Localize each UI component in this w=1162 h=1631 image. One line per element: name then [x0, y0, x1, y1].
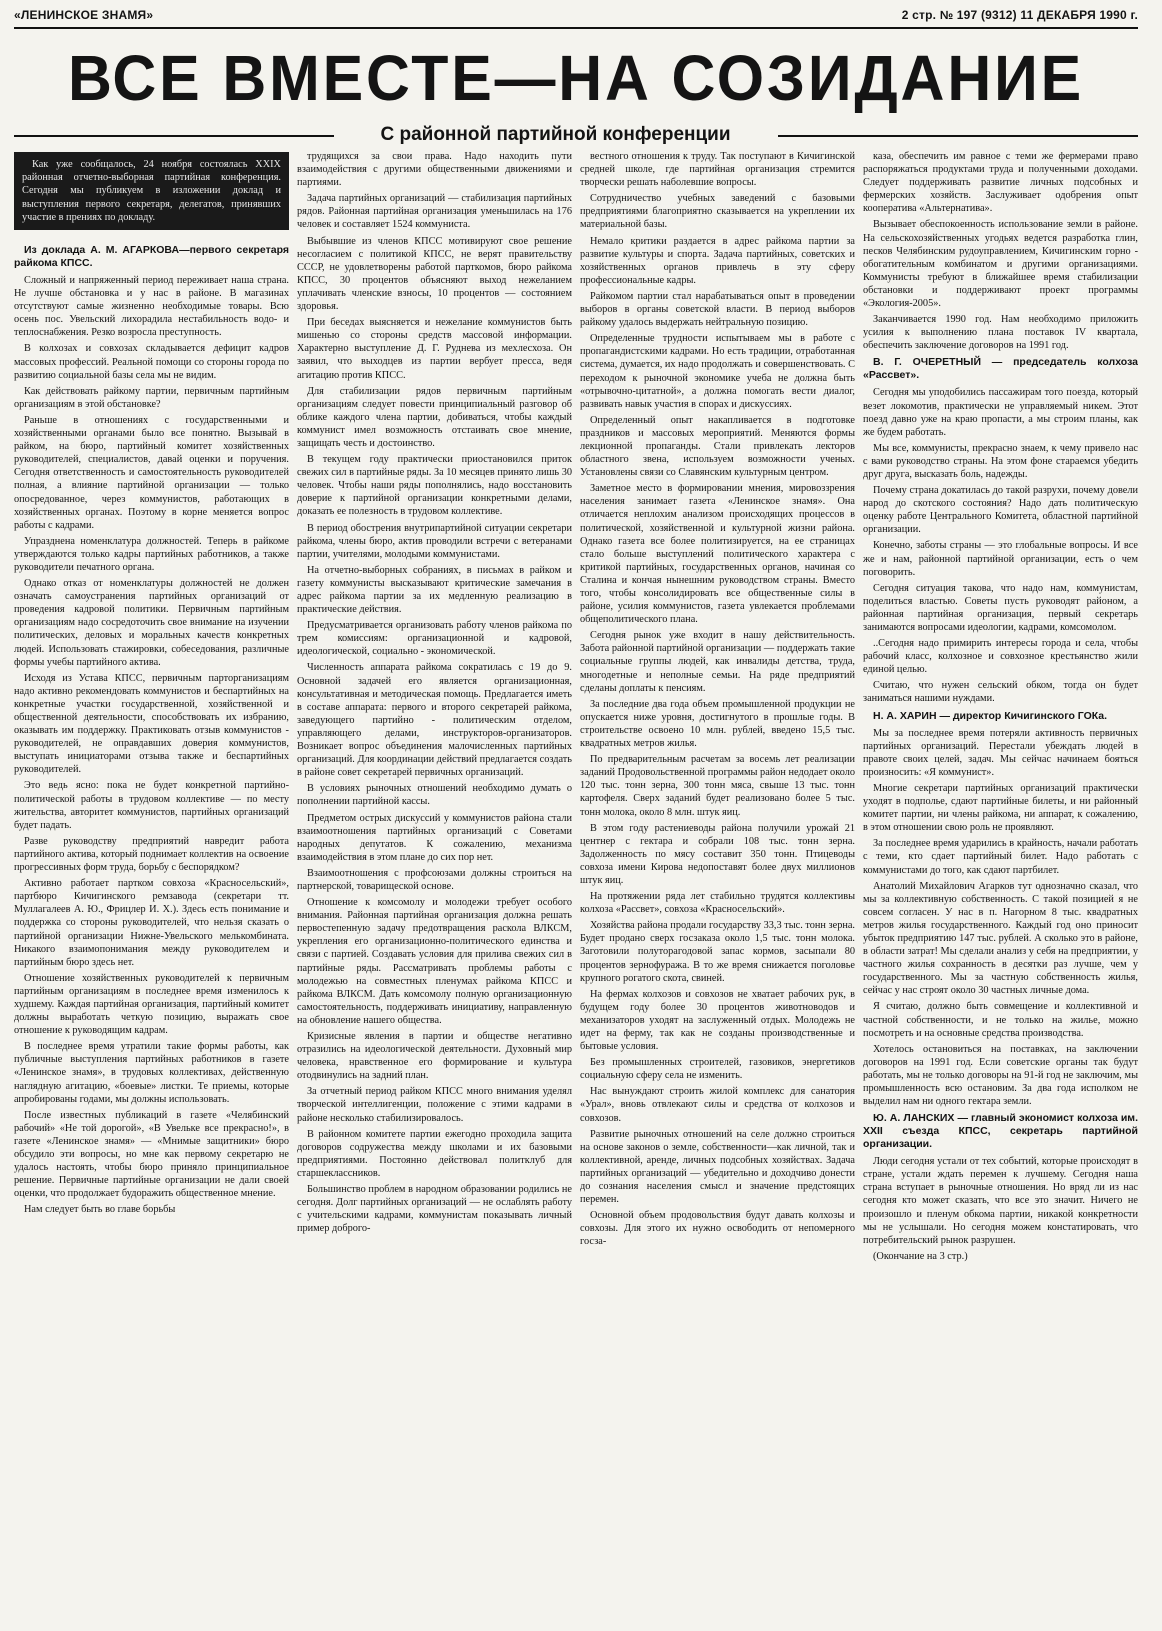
headline: ВСЕ ВМЕСТЕ—НА СОЗИДАНИЕ	[67, 42, 1085, 114]
article-paragraph: Взаимоотношения с профсоюзами должны строиться на партнерской, товарищеской основе.	[297, 867, 572, 892]
article-column-4	[863, 150, 1138, 1626]
speaker-byline: В. Г. ОЧЕРЕТНЫЙ — председатель колхоза «Рассвет».	[863, 356, 1138, 382]
article-paragraph: Упразднена номенклатура должностей. Теперь в райкоме утверждаются только кадры партийных работников, а также руководители печатного органа.	[14, 535, 289, 573]
article-paragraph: Сегодня рынок уже входит в нашу действительность. Забота районной партийной организации — поддержать такие социальные группы людей, как инвалиды детства, труда, многодетные и неполные семьи. На ряде предприятий сделаны доплаты к пенсиям.	[580, 630, 855, 694]
article-paragraph: Определенные трудности испытываем мы в работе с пропагандистскими кадрами. Но есть традиции, отработанная система, думается, их надо продолжать и совершенствовать. С переходом к рыночной экономике учеба не должна быть «отрывочно-цитатной», а должна помогать вести диалог, развивать навык участия в спорах и дискуссиях.	[580, 333, 855, 410]
article-paragraph: Заметное место в формировании мнения, мировоззрения населения занимает газета «Ленинское знамя». Она отличается неплохим анализом происходящих процессов в политической, хозяйственной и культурной жизни района. Однако газета все более политизируется, на ее страницах стало больше выступлений политического характера с критикой партийных, государственных органов, начиная со Сталина и кончая нынешним руководством страны. Вместо того, чтобы консолидировать все общественные силы в районе, усилия коммунистов, газета увлекается проблемами общеполитического плана.	[580, 483, 855, 626]
article-paragraph: Однако отказ от номенклатуры должностей не должен означать самоустранения партийных организаций от проведения кадровой политики. Первичным партийным организациям надо сосредоточить свое внимание на изучении политических, деловых и моральных качеств конкретных людей. Использовать стажировки, собеседования, различные формы учебы партийного актива.	[14, 578, 289, 668]
article-paragraph: На протяжении ряда лет стабильно трудятся коллективы колхоза «Рассвет», совхоза «Красносельский».	[580, 891, 855, 916]
article-paragraph: Отношение к комсомолу и молодежи требует особого внимания. Районная партийная организация должна решать первостепенную задачу предотвращения раскола ВЛКСМ, укрепления его организационно-политического единства и связи с партией. Создавать условия для прилива свежих сил в партийные ряды. Рассматривать проблемы работы с молодежью на совместных пленумах райкома КПСС и райкома ВЛКСМ. Дать комсомолу полную организационную самостоятельность, поддерживать инициативу, направленную на обновление нашего общества.	[297, 897, 572, 1026]
article-paragraph: Нам следует быть во главе борьбы	[24, 1204, 176, 1216]
issue-info: 2 стр. № 197 (9312) 11 ДЕКАБРЯ 1990 г.	[901, 8, 1138, 22]
article-paragraph: Анатолий Михайлович Агарков тут однозначно сказал, что мы за коллективную собственность. С такой позицией я не совсем согласен. У нас в п. Нагорном 8 тыс. квадратных метров жилья государственного. Каждый год оно приносит убыток предприятию 147 тыс. рублей. А сколько это в районе, в области затрат! Мы сделали анализ у себя на предприятии, у частного жилья сохранность в десятки раз лучше, чем у государственного. Мы за частную собственность жилья, сейчас у нас строят около 30 частных личные дома.	[863, 880, 1138, 997]
article-paragraph: При беседах выясняется и нежелание коммунистов быть мишенью со стороны средств массовой информации. Характерно выступление Д. Г. Руднева из мехлесхоза. Он заявил, что выходцев из партии вербует пресса, ведя агитацию против КПСС.	[297, 317, 572, 381]
article-paragraph: После известных публикаций в газете «Челябинский рабочий» «Не той дорогой», «В Увельке все прекрасно!», в газете «Ленинское знамя» — «Мнимые защитники» бюро обсудило эти вопросы, но мне как первому секретарю не удалось настоять, чтобы бюро приняло принципиальное решение. Первичные партийные организации не дали своей оценки, что продолжает будоражить общественное мнение.	[14, 1109, 289, 1200]
article-paragraph: Основной объем продовольствия будут давать колхозы и совхозы. Для этого их нужно освободить от непомерного госза-	[580, 1210, 855, 1248]
article-paragraph: Для стабилизации рядов первичным партийным организациям следует повести принципиальный разговор об облике каждого члена партии, добиваться, чтобы каждый коммунист имел возможность отстаивать свое мнение, защищать честь и достоинство.	[297, 385, 572, 449]
article-paragraph: Многие секретари партийных организаций практически уходят в подполье, сдают партийные билеты, и ни районный комитет партии, ни члены райкома, ни аппарат, к сожалению, в этом отношении свою роль не проявляют.	[863, 782, 1138, 834]
article-paragraph: В этом году растениеводы района получили урожай 21 центнер с гектара и собрали 108 тыс. тонн зерна. Задолженность по мясу составит 350 тонн. Птицеводы совхоза имени Кирова недопоставят более двух миллионов штук яиц.	[580, 822, 855, 886]
article-paragraph: ..Сегодня надо примирить интересы города и села, чтобы рабочий класс, колхозное и совхозное крестьянство жили единой целью.	[863, 638, 1138, 676]
article-paragraph: Предусматривается организовать работу членов райкома по трем комиссиям: организационной и кадровой, идеологической, социально - экономической.	[297, 620, 572, 658]
article-column-3	[580, 150, 855, 1626]
speaker-byline: Ю. А. ЛАНСКИХ — главный экономист колхоза им. XXII съезда КПСС, секретарь партийной организации.	[863, 1112, 1138, 1151]
article-paragraph: Нас вынуждают строить жилой комплекс для санатория «Урал», вновь отвлекают силы и средства от колхозов и совхозов.	[580, 1086, 855, 1124]
article-column-1	[14, 150, 289, 1626]
masthead-bar	[14, 8, 1138, 22]
article-paragraph: Хозяйства района продали государству 33,3 тыс. тонн зерна. Будет продано сверх госзаказа около 1,5 тыс. тонн молока. Заготовили полуторагодовой запас кормов, засыпали 80 процентов зернофуража. В то же время снижается поголовье крупного рогатого скота, свиней.	[580, 920, 855, 984]
article-paragraph: Райкомом партии стал нарабатываться опыт в проведении выборов в органы советской власти. В период выборов райкому удалось выдержать нейтральную позицию.	[580, 290, 855, 329]
article-paragraph: Раньше в отношениях с государственными и хозяйственными органами было все понятно. Вызывай в райком, на бюро, партийный комитет хозяйственных руководителей, специалистов, давай оценки и поручения. Сегодня ответственность и самостоятельность руководителей полная, а влияние партийной организации — только опосредованное, через коммунистов, работающих в хозяйственных органах. Поэтому в корне меняется вопрос работы с кадрами.	[14, 414, 289, 531]
article-paragraph: За последние два года объем промышленной продукции не опускается ниже уровня, достигнутого в прошлые годы. В строительстве освоено 10 млн. рублей, введено 15,5 тыс. квадратных метров жилья.	[580, 698, 855, 750]
article-paragraph: Немало критики раздается в адрес райкома партии за развитие культуры и спорта. Задача партийных, советских и хозяйственных органов привлечь в эту сферу профессиональные кадры.	[580, 235, 855, 286]
article-paragraph: Разве руководству предприятий навредит работа партийного актива, который поднимает коллектив на освоение прогрессивных форм труда, борьбу с беспорядком?	[14, 835, 289, 874]
paper-name: «ЛЕНИНСКОЕ ЗНАМЯ»	[14, 8, 154, 22]
article-paragraph: Почему страна докатилась до такой разрухи, почему довели народ до скотского состояния? Надо дать политическую оценку работе Центрального Комитета, областной партийной организации.	[863, 485, 1138, 536]
article-paragraph: Сегодня ситуация такова, что надо нам, коммунистам, поделиться властью. Советы пусть руководят районом, а районная партийная организация, первый секретарь занимаются вопросами идеологии, кадрами, комсомолом.	[863, 582, 1138, 633]
article-paragraph: Сложный и напряженный период переживает наша страна. Не лучше обстановка и у нас в районе. В магазинах отсутствуют самые жизненно необходимые товары. Всю осень пос. Увельский лихорадила нестабильность водо- и теплоснабжения. Резко возросла преступность.	[14, 275, 289, 339]
article-paragraph: трудящихся за свои права. Надо находить пути взаимодействия с другими общественными движениями и партиями.	[297, 151, 572, 189]
article-paragraph: На фермах колхозов и совхозов не хватает рабочих рук, в будущем году более 30 процентов животноводов и механизаторов уходят на заслуженный отдых. Молодежь не идет на ферму, так как не созданы производственные и бытовые условия.	[580, 988, 855, 1053]
subheadline-rule-right	[778, 135, 1138, 137]
article-paragraph: Развитие рыночных отношений на селе должно строиться на основе законов о земле, собственности—как личной, так и коллективной, аренде, личных подсобных хозяйствах. Задача партийных организаций — убедительно и доходчиво донести до сознания населения смысл и значение предстоящих перемен.	[580, 1128, 855, 1206]
article-paragraph: За отчетный период райком КПСС много внимания уделял творческой интеллигенции, положение с этими кадрами в районе несколько стабилизировалось.	[297, 1086, 572, 1124]
article-paragraph: Выбывшие из членов КПСС мотивируют свое решение несогласием с политикой КПСС, не верят правительству СССР, не удовлетворены работой парткомов, бюро райкома КПСС, 30 процентов объясняют выход нежеланием уплачивать членские взносы, 10 процентов — состоянием здоровья.	[297, 235, 572, 313]
subheadline: С районной партийной конференции	[380, 124, 731, 145]
speaker-byline: Из доклада А. М. АГАРКОВА—первого секретаря райкома КПСС.	[14, 244, 289, 270]
article-paragraph: Без промышленных строителей, газовиков, энергетиков социальную сферу села не изменить.	[580, 1057, 855, 1082]
subheadline-block	[14, 122, 1138, 148]
article-paragraph: Кризисные явления в партии и обществе негативно отразились на идеологической деятельности. Духовный мир человека, нравственное его формирование и культура отодвинулись на задний план.	[297, 1031, 572, 1082]
article-paragraph: На отчетно-выборных собраниях, в письмах в райком и газету коммунисты высказывают критические замечания в адрес райкома партии за их медленную реализацию в практические действия.	[297, 564, 572, 616]
subheadline-rule-left	[14, 135, 334, 137]
article-paragraph: В последнее время утратили такие формы работы, как публичные выступления партийных работников в газете «Ленинское знамя», в трудовых коллективах, действенную наглядную агитацию, «боевые» листки. Те приемы, которые апробированы годами, мы должны использовать.	[14, 1041, 289, 1105]
speaker-byline: Н. А. ХАРИН — директор Кичигинского ГОКа.	[873, 709, 1108, 722]
article-paragraph: каза, обеспечить им равное с теми же фермерами право распоряжаться продуктами труда и полученными доходами. Следует поддерживать развитие личных подсобных и фермерских хозяйств. Заслуживает одобрения опыт кооператива «Альтернатива».	[863, 151, 1138, 215]
article-paragraph: Сегодня мы уподобились пассажирам того поезда, который везет локомотив, практически не управляемый никем. Этот поезд давно уже на краю пропасти, а мы строим планы, как же будем работать.	[863, 387, 1138, 438]
article-paragraph: В колхозах и совхозах складывается дефицит кадров массовых профессий. Реальной помощи со стороны города по развитию социальной базы села мы не видим.	[14, 343, 289, 381]
article-paragraph: В условиях рыночных отношений необходимо думать о пополнении партийной кассы.	[297, 783, 572, 808]
article-columns	[14, 150, 1138, 1626]
article-paragraph: За последнее время ударились в крайность, начали работать с теми, кто сдает партийный билет. Надо работать с коммунистами до того, как сдают партбилет.	[863, 838, 1138, 876]
article-paragraph: Сотрудничество учебных заведений с базовыми предприятиями благоприятно сказывается на укреплении их материальной базы.	[580, 193, 855, 231]
article-paragraph: Исходя из Устава КПСС, первичным парторганизациям надо активно рекомендовать коммунистов и беспартийных на конкретные участки государственной, хозяйственной и общественной деятельности, способствовать их избранию, оказывать им поддержку. Практиковать отзыв коммунистов - руководителей, не оправдавших доверия коммунистов, выступать инициаторами отзыва также и беспартийных руководителей.	[14, 672, 289, 776]
article-paragraph: Большинство проблем в народном образовании родились не сегодня. Долг партийных организаций — не ослаблять работу с учительскими кадрами, коммунистам показывать личный пример доброго-	[297, 1184, 572, 1235]
article-paragraph: вестного отношения к труду. Так поступают в Кичигинской средней школе, где партийная организация стремится творчески решать наболевшие вопросы.	[580, 151, 855, 189]
article-paragraph: Определенный опыт накапливается в подготовке праздников и массовых мероприятий. Меняются формы лекционной пропаганды. Стали привлекать лекторов областного звена, используем возможности ученых. Установлены связи со Славянским культурным центром.	[580, 414, 855, 479]
article-paragraph: Это ведь ясно: пока не будет конкретной партийно-политической работы в трудовом коллективе — по месту жительства, авторитет коммунистов, партийных организаций будет падать.	[14, 780, 289, 831]
article-paragraph: Хотелось остановиться на поставках, на заключении договоров на 1991 год. Если советские органы так будут работать, мы не только договоры на 91-й год не заключим, мы промышленность всю остановим. За два года исполком не выделил нам ни одного гектара земли.	[863, 1043, 1138, 1108]
article-paragraph: Заканчивается 1990 год. Нам необходимо приложить усилия к выполнению плана поставок IV квартала, обеспечить заключение договоров на 1991 год.	[863, 314, 1138, 352]
article-paragraph: (Окончание на 3 стр.)	[873, 1250, 968, 1262]
article-paragraph: Мы все, коммунисты, прекрасно знаем, к чему привело нас с вами руководство страны. На этом фоне стараемся убедить друг друга, высказать боль, надежды.	[863, 442, 1138, 480]
article-paragraph: В текущем году практически приостановился приток свежих сил в партийные ряды. За 10 месяцев принято лишь 30 человек. Чтобы наши ряды пополнялись, надо восстановить доверие к партийной организации конкретными делами, доказать ее полезность в трудовом коллективе.	[297, 454, 572, 518]
article-paragraph: Я считаю, должно быть совмещение и коллективной и частной собственности, и не только на жилье, можно посмотреть и на основные средства производства.	[863, 1001, 1138, 1039]
article-paragraph: Активно работает партком совхоза «Красносельский», партбюро Кичигинского ремзавода (секретари тт. Муллагалеев А. Ю., Фрицлер И. Х.). Здесь есть понимание и поддержка со стороны руководителей, что нельзя сказать о партийной организации Нижне-Увельского мелькомбината. Никакого взаимопонимания между руководителем и партийным бюро здесь нет.	[14, 878, 289, 968]
intro-box: Как уже сообщалось, 24 ноября состоялась XXIX районная отчетно-выборная партийная конференция. Сегодня мы публикуем в изложении доклад и выступления первого секретаря, делегатов, принявших участие в прениях по докладу.	[14, 152, 289, 230]
article-paragraph: Вызывает обеспокоенность использование земли в районе. На сельскохозяйственных угодьях ведется разработка глин, песков Челябинским рудоуправлением, Кичигинским горно - обогатительным комбинатом и другими организациями. Коммунисты требуют в ближайшее время стабилизации обстановки и поддерживают проект программы «Экология-2005».	[863, 219, 1138, 310]
article-paragraph: Как действовать райкому партии, первичным партийным организациям в этой обстановке?	[14, 385, 289, 410]
article-paragraph: Численность аппарата райкома сократилась с 19 до 9. Основной задачей его является организационная, консультативная и методическая помощь. Предлагается иметь в составе аппарата: первого и второго секретарей райкома, заведующего партийно - политическим отделом, управляющего делами, инструкторов-организаторов. Возникает вопрос объединения малочисленных партийных организаций. Для координации действий предлагается создать в районе совет секретарей первичных организаций.	[297, 662, 572, 779]
article-paragraph: Задача партийных организаций — стабилизация партийных рядов. Районная партийная организация уменьшилась на 176 человек и составляет 1524 коммуниста.	[297, 193, 572, 231]
article-paragraph: Отношение хозяйственных руководителей к первичным партийным организациям в последнее время изменилось к худшему. Каждая партийная организация, партийный комитет должны выработать четкую позицию, выражать свое отношение к руководящим кадрам.	[14, 972, 289, 1037]
article-paragraph: Считаю, что нужен сельский обком, тогда он будет заниматься нашими нуждами.	[863, 680, 1138, 705]
article-paragraph: В районном комитете партии ежегодно проходила защита договоров содружества между школами и их базовыми предприятиями. Постоянно действовал политклуб для старшеклассников.	[297, 1128, 572, 1179]
article-paragraph: В период обострения внутрипартийной ситуации секретари райкома, члены бюро, актив проводили встречи с ветеранами партии, учителями, молодыми коммунистами.	[297, 522, 572, 560]
article-paragraph: Мы за последнее время потеряли активность первичных партийных организаций. Перестали убеждать людей в правоте своих целей, задач. Мы сейчас начинаем бояться произносить: «Я коммунист».	[863, 727, 1138, 778]
article-paragraph: Люди сегодня устали от тех событий, которые происходят в стране, устали ждать перемен к лучшему. Сегодня наша страна вступает в рыночные отношения. Но вряд ли из нас сегодня кто может сказать, что все это значит. Ничего не произошло и пленум обкома партии, никакой конкретности мы не услышали. Но сегодня можем констатировать, что потребительский рынок разрушен.	[863, 1156, 1138, 1246]
masthead-rule	[14, 27, 1138, 29]
article-column-2	[297, 150, 572, 1626]
article-paragraph: Конечно, заботы страны — это глобальные вопросы. И все же и нам, районной партийной организации, есть о чем поговорить.	[863, 540, 1138, 578]
article-paragraph: Предметом острых дискуссий у коммунистов района стали взаимоотношения партийных организаций с Советами народных депутатов. К сожалению, механизма взаимодействия в этом плане до сих пор нет.	[297, 812, 572, 863]
article-paragraph: По предварительным расчетам за восемь лет реализации заданий Продовольственной программы район недодает около 120 тыс. тонн зерна, 300 тонн мяса, свыше 13 тыс. тонн картофеля. Сверх заданий будет реализовано более 5 тыс. тонн молока, около 8 млн. штук яиц.	[580, 754, 855, 818]
